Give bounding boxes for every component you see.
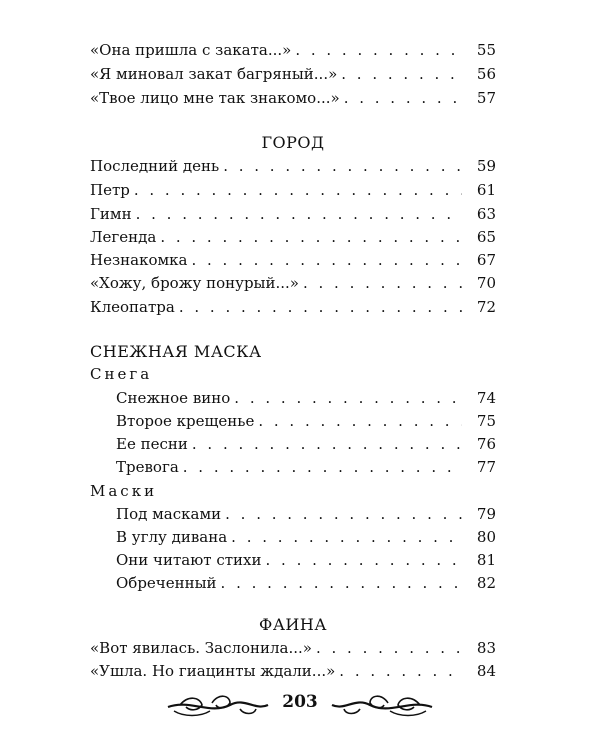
toc-entry	[90, 660, 496, 682]
dot-leader	[136, 203, 462, 225]
dot-leader	[192, 433, 462, 455]
toc-entry	[116, 503, 496, 525]
entry-title: «Ушла. Но гиацинты ждали...»	[90, 660, 339, 682]
dot-leader	[266, 549, 463, 571]
entry-page: 81	[462, 549, 496, 571]
page-number: 203	[270, 691, 330, 713]
entry-title: Обреченный	[116, 572, 221, 594]
entry-title: Тревога	[116, 456, 183, 478]
toc-entry	[116, 410, 496, 432]
toc-entry	[90, 203, 496, 225]
entry-page: 84	[462, 660, 496, 682]
dot-leader	[223, 155, 462, 177]
entry-title: Петр	[90, 179, 134, 201]
dot-leader	[183, 456, 462, 478]
entry-page: 57	[462, 87, 496, 109]
dot-leader	[191, 249, 462, 271]
dot-leader	[344, 87, 462, 109]
dot-leader	[134, 179, 462, 201]
section-heading-snezhnaya-maska: СНЕЖНАЯ МАСКА	[90, 342, 262, 361]
toc-entry	[90, 272, 496, 294]
toc-entry	[116, 526, 496, 548]
entry-page: 76	[462, 433, 496, 455]
toc-entry	[116, 433, 496, 455]
entry-page: 83	[462, 637, 496, 659]
entry-page: 61	[462, 179, 496, 201]
toc-entry	[90, 249, 496, 271]
entry-title: «Она пришла с заката...»	[90, 39, 295, 61]
toc-entry	[90, 87, 496, 109]
section-heading-gorod: ГОРОД	[261, 133, 325, 152]
section-heading-faina: ФАИНА	[259, 615, 327, 634]
dot-leader	[179, 296, 462, 318]
dot-leader	[303, 272, 462, 294]
dot-leader	[225, 503, 462, 525]
dot-leader	[316, 637, 462, 659]
dot-leader	[258, 410, 462, 432]
toc-entry	[90, 155, 496, 177]
entry-page: 59	[462, 155, 496, 177]
dot-leader	[221, 572, 462, 594]
dot-leader	[160, 226, 462, 248]
entry-page: 74	[462, 387, 496, 409]
entry-title: «Вот явилась. Заслонила...»	[90, 637, 316, 659]
page-footer	[160, 685, 440, 725]
entry-page: 82	[462, 572, 496, 594]
entry-page: 67	[462, 249, 496, 271]
dot-leader	[339, 660, 462, 682]
entry-page: 79	[462, 503, 496, 525]
subsection-heading-maski: Маски	[90, 482, 158, 500]
entry-title: «Хожу, брожу понурый...»	[90, 272, 303, 294]
entry-page: 63	[462, 203, 496, 225]
entry-title: Последний день	[90, 155, 223, 177]
toc-entry	[90, 637, 496, 659]
toc-entry	[90, 296, 496, 318]
entry-page: 65	[462, 226, 496, 248]
entry-page: 75	[462, 410, 496, 432]
toc-entry	[90, 39, 496, 61]
entry-title: Незнакомка	[90, 249, 191, 271]
subsection-heading-snega: Снега	[90, 365, 153, 383]
entry-page: 80	[462, 526, 496, 548]
dot-leader	[295, 39, 462, 61]
entry-title: Гимн	[90, 203, 136, 225]
toc-entry	[116, 549, 496, 571]
entry-page: 70	[462, 272, 496, 294]
entry-title: Клеопатра	[90, 296, 179, 318]
toc-entry	[90, 226, 496, 248]
entry-title: Они читают стихи	[116, 549, 266, 571]
entry-title: Легенда	[90, 226, 160, 248]
entry-title: «Я миновал закат багряный...»	[90, 63, 341, 85]
entry-title: Ее песни	[116, 433, 192, 455]
dot-leader	[234, 387, 462, 409]
toc-entry	[90, 63, 496, 85]
entry-title: Снежное вино	[116, 387, 234, 409]
entry-title: В углу дивана	[116, 526, 231, 548]
entry-page: 56	[462, 63, 496, 85]
entry-page: 55	[462, 39, 496, 61]
dot-leader	[341, 63, 462, 85]
entry-page: 72	[462, 296, 496, 318]
toc-entry	[90, 179, 496, 201]
entry-title: Под масками	[116, 503, 225, 525]
toc-entry	[116, 387, 496, 409]
toc-entry	[116, 572, 496, 594]
toc-entry	[116, 456, 496, 478]
dot-leader	[231, 526, 462, 548]
entry-title: Второе крещенье	[116, 410, 258, 432]
entry-page: 77	[462, 456, 496, 478]
entry-title: «Твое лицо мне так знакомо...»	[90, 87, 344, 109]
